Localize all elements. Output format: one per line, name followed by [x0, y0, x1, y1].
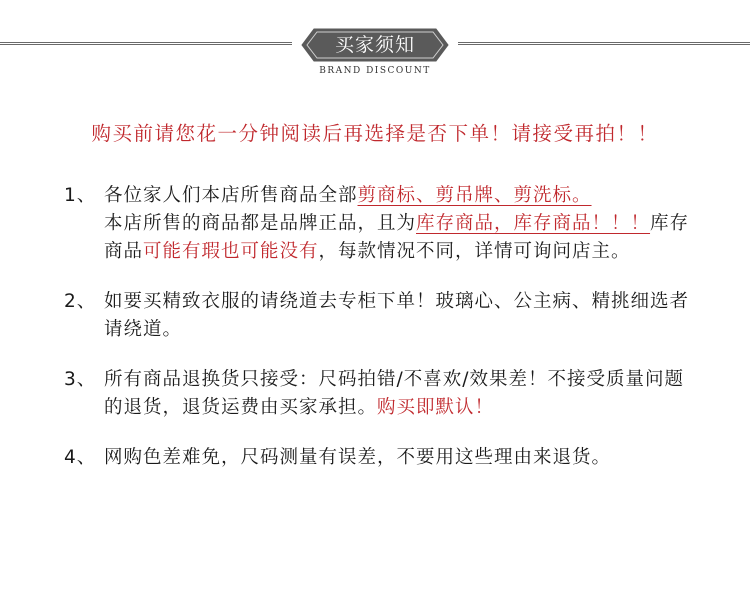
notice-number: 3、 [64, 369, 97, 390]
notice-text: 所有商品退换货只接受：尺码拍错/不喜欢/效果差！不接受质量问题的退货，退货运费由买家承担。 [104, 369, 684, 418]
notice-highlight: 可能有瑕也可能没有 [143, 241, 319, 262]
notice-item-4 [64, 444, 704, 472]
notice-text: 本店所售的商品都是品牌正品，且为 [104, 213, 417, 234]
right-divider [458, 42, 750, 48]
notice-text: 库存商品 [104, 213, 690, 262]
notice-number: 1、 [64, 185, 97, 206]
header-banner [0, 0, 750, 90]
notice-highlight: 库存商品，库存商品！！！ [416, 213, 651, 234]
notice-body [104, 288, 694, 344]
title-plaque [300, 27, 450, 63]
notice-text: 网购色差难免，尺码测量有误差，不要用这些理由来退货。 [104, 447, 612, 468]
notice-highlight: 购买即默认！ [377, 397, 495, 418]
banner-title: 买家须知 [334, 34, 415, 56]
notice-body [104, 444, 694, 472]
banner-subtitle: BRAND DISCOUNT [319, 66, 431, 76]
notice-text: ，每款情况不同，详情可询问店主。 [318, 241, 631, 262]
notice-item-3 [64, 366, 704, 422]
left-divider [0, 42, 292, 48]
notice-list [64, 182, 704, 494]
notice-number: 4、 [64, 447, 97, 468]
notice-number: 2、 [64, 291, 97, 312]
notice-text: 各位家人们本店所售商品全部 [104, 185, 358, 206]
notice-highlight: 剪商标、剪吊牌、剪洗标。 [357, 185, 592, 206]
notice-body [104, 366, 694, 422]
notice-text: 如要买精致衣服的请绕道去专柜下单！玻璃心、公主病、精挑细选者请绕道。 [104, 291, 690, 340]
notice-body [104, 182, 694, 266]
warning-text: 购买前请您花一分钟阅读后再选择是否下单！请接受再拍！！ [91, 122, 659, 145]
notice-item-2 [64, 288, 704, 344]
notice-item-1 [64, 182, 704, 266]
